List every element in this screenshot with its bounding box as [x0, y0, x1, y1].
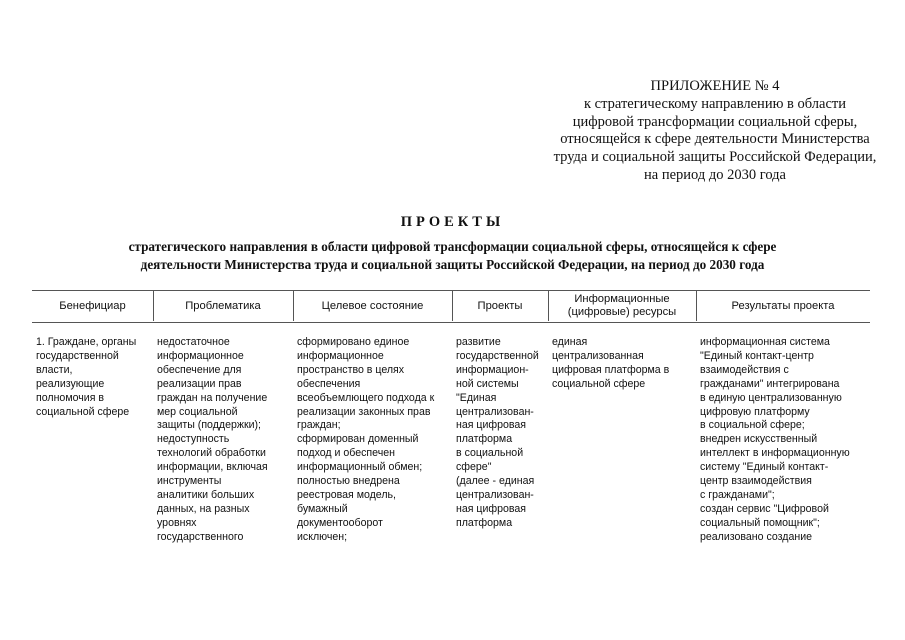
- cell-line: цифровую платформу: [700, 405, 810, 418]
- cell-problems: [157, 336, 291, 545]
- cell-line: недостаточное: [157, 336, 230, 348]
- appendix-line: к стратегическому направлению в области: [584, 95, 846, 112]
- cell-line: ная цифровая: [456, 502, 527, 515]
- cell-line: обеспечение для: [157, 363, 242, 376]
- cell-line: централизован-: [456, 405, 534, 418]
- cell-line: взаимодействия с: [700, 363, 789, 376]
- cell-line: всеобъемлющего подхода к: [297, 391, 435, 404]
- cell-line: реализующие: [36, 377, 105, 390]
- cell-line: центр взаимодействия: [700, 475, 812, 488]
- appendix-line: на период до 2030 года: [644, 166, 786, 183]
- cell-line: информационный обмен;: [297, 461, 423, 474]
- header-text: Информационные: [574, 293, 670, 305]
- cell-line: информацион-: [456, 363, 529, 376]
- appendix-line: цифровой трансформации социальной сферы,: [572, 113, 858, 130]
- cell-line: в единую централизованную: [700, 391, 842, 404]
- cell-line: в социальной сфере;: [700, 419, 805, 432]
- cell-line: социальной сфере: [552, 377, 646, 390]
- cell-line: информации, включая: [157, 461, 268, 474]
- header-problems: [153, 291, 293, 321]
- cell-line: защиты (поддержки);: [157, 419, 261, 432]
- cell-line: данных, на разных: [157, 502, 250, 515]
- header-text: Бенефициар: [59, 299, 126, 312]
- subtitle-line: деятельности Министерства труда и социальной защиты Российской Федерации, на период до 2030 года: [140, 256, 765, 272]
- cell-line: государственного: [157, 530, 244, 543]
- cell-line: уровнях: [157, 516, 197, 529]
- appendix-line: ПРИЛОЖЕНИЕ № 4: [650, 78, 780, 94]
- cell-target-state: [297, 336, 450, 545]
- appendix-line: относящейся к сфере деятельности Министерства: [560, 131, 870, 148]
- cell-line: документооборот: [297, 516, 383, 529]
- cell-line: внедрен искусственный: [700, 433, 818, 446]
- document-title: ПРОЕКТЫ: [400, 214, 505, 230]
- cell-line: с гражданами";: [700, 488, 775, 501]
- cell-line: информационное: [157, 349, 244, 362]
- cell-line: 1. Граждане, органы: [36, 336, 137, 348]
- document-subtitle: [40, 238, 865, 273]
- header-text: Проекты: [477, 299, 523, 312]
- appendix-heading: [520, 78, 905, 185]
- cell-line: пространство в целях: [297, 363, 405, 376]
- cell-line: граждан;: [297, 419, 341, 432]
- header-text: (цифровые) ресурсы: [567, 306, 677, 318]
- cell-line: социальный помощник";: [700, 516, 820, 529]
- cell-line: сфере": [456, 461, 492, 474]
- cell-line: создан сервис "Цифровой: [700, 502, 829, 515]
- cell-line: информационная система: [700, 336, 830, 348]
- cell-line: сформировано единое: [297, 336, 410, 348]
- cell-line: подход и обеспечен: [297, 447, 395, 460]
- cell-line: информационное: [297, 349, 384, 362]
- cell-line: цифровая платформа в: [552, 363, 670, 376]
- cell-line: недоступность: [157, 433, 230, 446]
- cell-line: инструменты: [157, 475, 222, 488]
- header-text: Результаты проекта: [731, 299, 835, 312]
- cell-line: государственной: [456, 349, 539, 362]
- cell-resources: [552, 336, 694, 392]
- cell-line: власти,: [36, 363, 73, 376]
- cell-line: социальной сфере: [36, 405, 130, 418]
- cell-line: обеспечения: [297, 377, 361, 390]
- cell-line: единая: [552, 336, 588, 348]
- cell-line: полномочия в: [36, 391, 105, 404]
- cell-line: реализации прав: [157, 377, 242, 390]
- cell-line: граждан на получение: [157, 391, 268, 404]
- cell-line: бумажный: [297, 502, 348, 515]
- cell-line: реализации законных прав: [297, 405, 431, 418]
- cell-line: в социальной: [456, 447, 524, 460]
- cell-beneficiary: [36, 336, 152, 419]
- cell-results: [700, 336, 870, 545]
- cell-line: государственной: [36, 349, 119, 362]
- cell-line: (далее - единая: [456, 475, 535, 488]
- table-header-rule: [32, 322, 870, 323]
- cell-line: "Единый контакт-центр: [700, 349, 814, 362]
- header-projects: [452, 291, 548, 321]
- cell-line: сформирован доменный: [297, 433, 419, 446]
- cell-line: исключен;: [297, 530, 348, 543]
- header-results: [696, 291, 870, 321]
- header-text: Проблематика: [185, 299, 261, 312]
- header-target-state: [293, 291, 452, 321]
- cell-line: "Единая: [456, 391, 497, 404]
- cell-line: реестровая модель,: [297, 488, 396, 501]
- header-beneficiary: [32, 291, 153, 321]
- cell-line: централизованная: [552, 349, 644, 362]
- appendix-line: труда и социальной защиты Российской Федерации,: [553, 149, 877, 166]
- cell-line: технологий обработки: [157, 447, 266, 460]
- cell-line: реализовано создание: [700, 530, 813, 543]
- cell-line: гражданами" интегрирована: [700, 377, 840, 390]
- cell-line: развитие: [456, 336, 501, 348]
- header-text: Целевое состояние: [321, 299, 424, 312]
- cell-line: ная цифровая: [456, 419, 527, 432]
- cell-line: полностью внедрена: [297, 475, 400, 488]
- cell-line: ной системы: [456, 377, 519, 390]
- cell-line: платформа: [456, 516, 513, 529]
- subtitle-line: стратегического направления в области цифровой трансформации социальной сферы, относящейся к сфере: [128, 239, 777, 254]
- cell-line: интеллект в информационную: [700, 447, 850, 460]
- cell-line: централизован-: [456, 488, 534, 501]
- cell-projects: [456, 336, 548, 531]
- cell-line: мер социальной: [157, 405, 238, 418]
- cell-line: аналитики больших: [157, 488, 255, 501]
- cell-line: систему "Единый контакт-: [700, 461, 829, 474]
- header-resources: [548, 291, 696, 321]
- cell-line: платформа: [456, 433, 513, 446]
